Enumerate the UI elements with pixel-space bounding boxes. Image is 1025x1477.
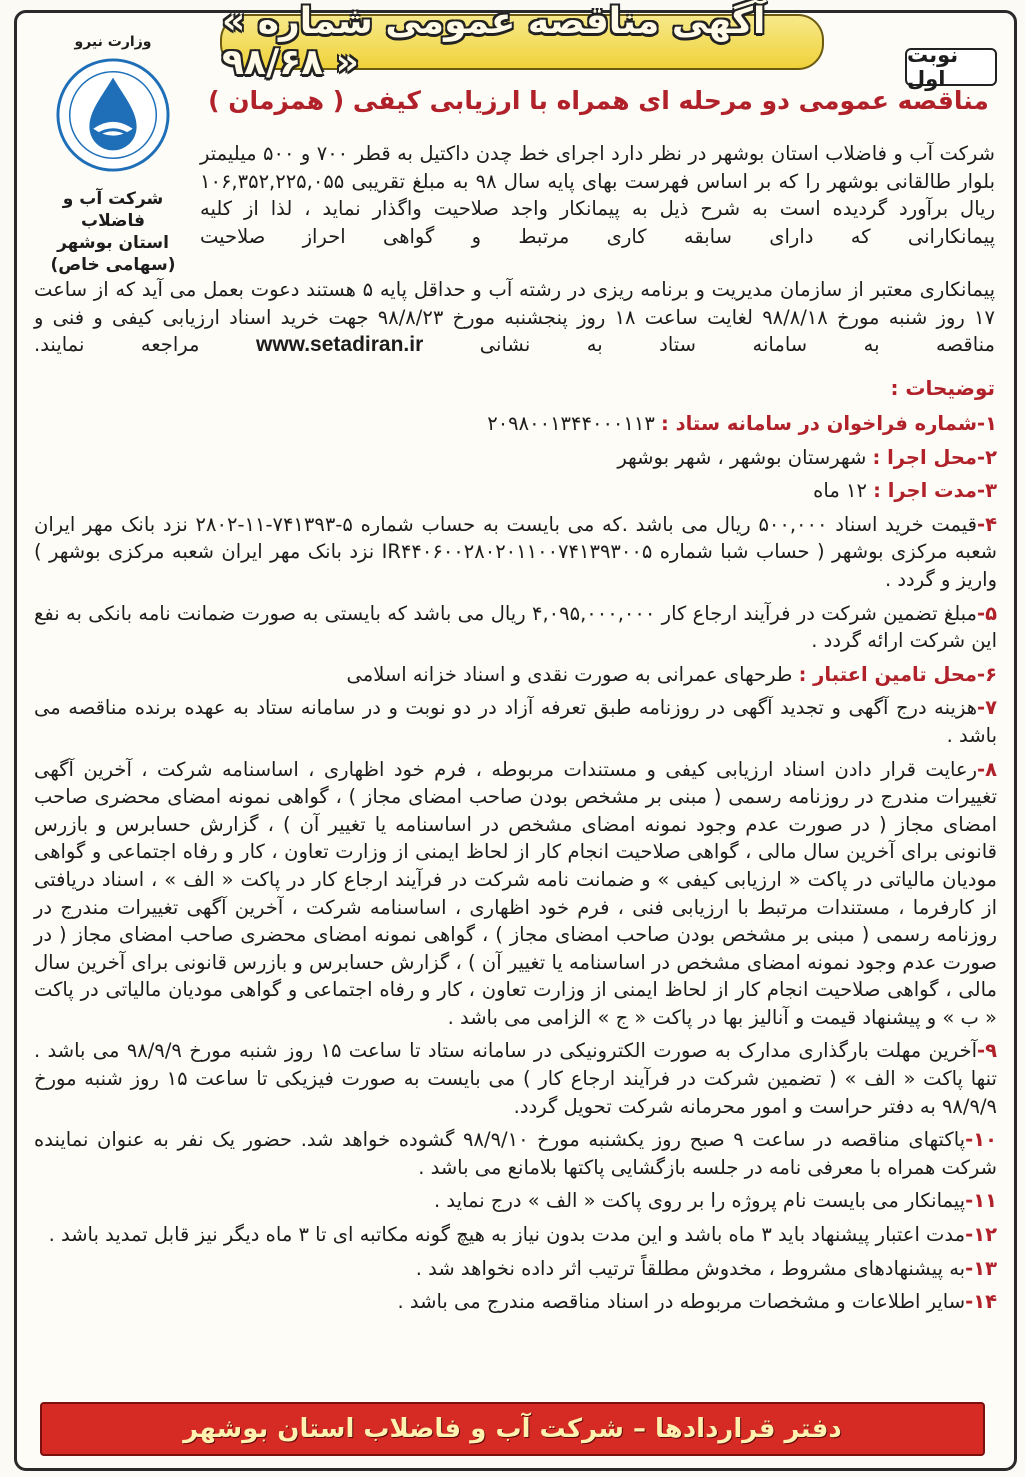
note-item <box>34 756 997 1032</box>
banner-title: « آگهی مناقصه عمومی شماره ۹۸/۶۸ » <box>222 1 766 83</box>
note-text: سایر اطلاعات و مشخصات مربوطه در اسناد مناقصه مندرج می باشد . <box>397 1290 966 1314</box>
company-line-2: استان بوشهر <box>57 233 169 254</box>
note-number: ۴- <box>977 512 998 536</box>
notes-title: توضیحات : <box>890 376 995 400</box>
note-item <box>34 1255 997 1283</box>
note-text: پاکتهای مناقصه در ساعت ۹ صبح روز یکشنبه مورخ ۹۸/۹/۱۰ گشوده خواهد شد. حضور یک نفر به عنوان نماینده شرکت همراه با معرفی نامه در جلسه بازگشایی پاکتها بلامانع می باشد . <box>34 1128 997 1179</box>
note-label: شماره فراخوان در سامانه ستاد : <box>661 412 977 435</box>
setadiran-link[interactable]: www.setadiran.ir <box>255 333 424 357</box>
note-text: هزینه درج آگهی و تجدید آگهی در روزنامه طبق تعرفه آزاد در دو نوبت و در سامانه ستاد به عهده برنده مناقصه می باشد . <box>34 696 997 747</box>
note-label: محل تامین اعتبار : <box>798 662 977 686</box>
note-item <box>34 410 997 438</box>
note-number: ۱۰- <box>965 1128 997 1152</box>
note-text: رعایت قرار دادن اسناد ارزیابی کیفی و مستندات مربوطه ، فرم خود اظهاری ، اساسنامه شرکت ، آخرین آگهی تغییرات مندرج در روزنامه رسمی ( مبنی بر مشخص بودن صاحب امضای مجاز ) ، گواهی نمونه امضای محضری صاحب امضای مجاز ( در صورت عدم وجود نمونه امضای مشخص در اساسنامه یا تغییر آن ) ، گزارش حسابرس و بازرس قانونی برای آخرین سال مالی ، گواهی صلاحیت انجام کار از لحاظ ایمنی از وزارت تعاون ، کار و رفاه اجتماعی و گواهی مودیان مالیاتی در پاکت « ارزیابی کیفی » و ضمانت نامه شرکت در فرآیند ارجاع کار در پاکت « الف » ، اسناد دریافتی از کارفرما ، مستندات مرتبط با ارزیابی فنی ، فرم خود اظهاری ، اساسنامه شرکت ، آخرین آگهی تغییرات مندرج در روزنامه رسمی ( مبنی بر مشخص بودن صاحب امضای مجاز ) ، گواهی نمونه امضای محضری صاحب امضای مجاز ( در صورت عدم وجود نمونه امضای مشخص در اساسنامه یا تغییر آن ) ، گزارش حسابرس و بازرس قانونی برای آخرین سال مالی ، گواهی صلاحیت انجام کار از لحاظ ایمنی از وزارت تعاون ، کار و رفاه اجتماعی و گواهی مودیان مالیاتی در پاکت « ب » و پیشنهاد قیمت و آنالیز بها در پاکت « ج » الزامی می باشد . <box>34 757 997 1029</box>
note-number: ۳- <box>977 479 997 503</box>
note-label: مدت اجرا : <box>873 479 977 503</box>
note-text: مبلغ تضمین شرکت در فرآیند ارجاع کار ۴,۰۹۵,۰۰۰,۰۰۰ ریال می باشد که بایستی به صورت ضمانت نامه بانکی به نفع این شرکت ارائه گردد . <box>34 601 997 653</box>
note-item <box>34 661 997 689</box>
note-item <box>34 694 997 749</box>
company-logo-block <box>28 30 198 276</box>
note-number: ۵- <box>977 601 997 625</box>
company-name <box>28 188 198 276</box>
note-number: ۱۳- <box>965 1256 997 1280</box>
intro-paragraph-2 <box>34 276 995 359</box>
company-line-3: (سهامی خاص) <box>50 255 176 276</box>
turn-badge: نوبت اول <box>905 48 997 86</box>
note-item <box>34 1187 997 1215</box>
note-item <box>34 1126 997 1181</box>
note-text: مدت اعتبار پیشنهاد باید ۳ ماه باشد و این مدت بدون نیاز به هیچ گونه مکاتبه ای تا ۳ ماه دیگر نیز قابل تمدید باشد . <box>48 1223 966 1247</box>
note-number: ۷- <box>977 696 997 720</box>
note-text: ۱۲ ماه <box>813 479 867 503</box>
intro-text-2: پیمانکاری معتبر از سازمان مدیریت و برنامه ریزی در رشته آب و حداقل پایه ۵ هستند دعوت بعمل می آید که از ساعت ۱۷ روز شنبه مورخ ۹۸/۸/۱۸ لغایت ساعت ۱۸ روز پنجشنبه مورخ ۹۸/۸/۲۳ جهت خرید اسناد ارزیابی کیفی و فنی و مناقصه به سامانه ستاد به نشانی <box>34 278 996 357</box>
footer-text: دفتر قراردادها – شرکت آب و فاضلاب استان بوشهر <box>183 1414 842 1444</box>
note-text: شهرستان بوشهر ، شهر بوشهر <box>617 445 867 469</box>
note-number: ۲- <box>977 445 997 469</box>
note-item <box>34 477 997 505</box>
ministry-label: وزارت نیرو <box>74 34 152 50</box>
note-text: به پیشنهادهای مشروط ، مخدوش مطلقاً ترتیب اثر داده نخواهد شد . <box>415 1256 966 1280</box>
note-item <box>34 511 997 594</box>
note-number: ۱۱- <box>965 1189 997 1213</box>
note-item <box>34 1288 997 1316</box>
note-text: پیمانکار می بایست نام پروژه را بر روی پاکت « الف » درج نماید . <box>434 1189 966 1213</box>
note-text: آخرین مهلت بارگذاری مدارک به صورت الکترونیکی در سامانه ستاد تا ساعت ۱۵ روز شنبه مورخ ۹۸/۹/۹ می باشد . تنها پاکت « الف » ( تضمین شرکت در فرآیند ارجاع کار ) می بایست به صورت فیزیکی تا ساعت ۱۵ روز شنبه مورخ ۹۸/۹/۹ به دفتر حراست و امور محرمانه شرکت تحویل گردد. <box>34 1039 997 1118</box>
notice-banner <box>220 1 824 83</box>
note-number: ۱۲- <box>965 1223 997 1247</box>
note-number: ۹- <box>977 1039 998 1063</box>
tender-subtitle: مناقصه عمومی دو مرحله ای همراه با ارزیابی کیفی ( همزمان ) <box>208 86 989 115</box>
notes-list <box>34 410 997 1322</box>
note-number: ۱۴- <box>965 1290 997 1314</box>
note-item <box>34 1221 997 1249</box>
company-line-1: شرکت آب و فاضلاب <box>62 189 164 232</box>
note-number: ۱- <box>977 412 997 435</box>
note-item <box>34 444 997 472</box>
intro-text-2-end: مراجعه نمایند. <box>34 333 200 357</box>
note-number: ۶- <box>977 662 997 686</box>
footer-banner <box>40 1402 985 1456</box>
note-label: محل اجرا : <box>872 445 977 469</box>
note-number: ۸- <box>977 757 997 781</box>
note-text: ۲۰۹۸۰۰۱۳۴۴۰۰۰۱۱۳ <box>487 412 655 435</box>
note-text: قیمت خرید اسناد ۵۰۰,۰۰۰ ریال می باشد .که می بایست به حساب شماره ۵-۷۴۱۳۹۳-۱۱-۲۸۰۲ نزد بانک مهر ایران شعبه مرکزی بوشهر ( حساب شبا شماره IR۴۴۰۶۰۰۲۸۰۲۰۱۱۰۰۷۴۱۳۹۳۰۰۵ نزد بانک مهر ایران شعبه مرکزی بوشهر ) واریز و گردد . <box>34 512 997 591</box>
water-drop-logo-icon <box>54 56 172 174</box>
note-item <box>34 1037 997 1120</box>
note-text: طرحهای عمرانی به صورت نقدی و اسناد خزانه اسلامی <box>346 662 793 686</box>
intro-paragraph-1: شرکت آب و فاضلاب استان بوشهر در نظر دارد اجرای خط چدن داکتیل به قطر ۷۰۰ و ۵۰۰ میلیمتر بلوار طالقانی بوشهر را که بر اساس فهرست بهای پایه سال ۹۸ به مبلغ تقریبی ۱۰۶,۳۵۲,۲۲۵,۰۵۵ ریال برآورد گردیده است به شرح ذیل به پیمانکار واجد صلاحیت واگذار نماید ، لذا از کلیه پیمانکارانی که دارای سابقه کاری مرتبط و گواهی احراز صلاحیت <box>200 142 995 248</box>
note-item <box>34 600 997 655</box>
